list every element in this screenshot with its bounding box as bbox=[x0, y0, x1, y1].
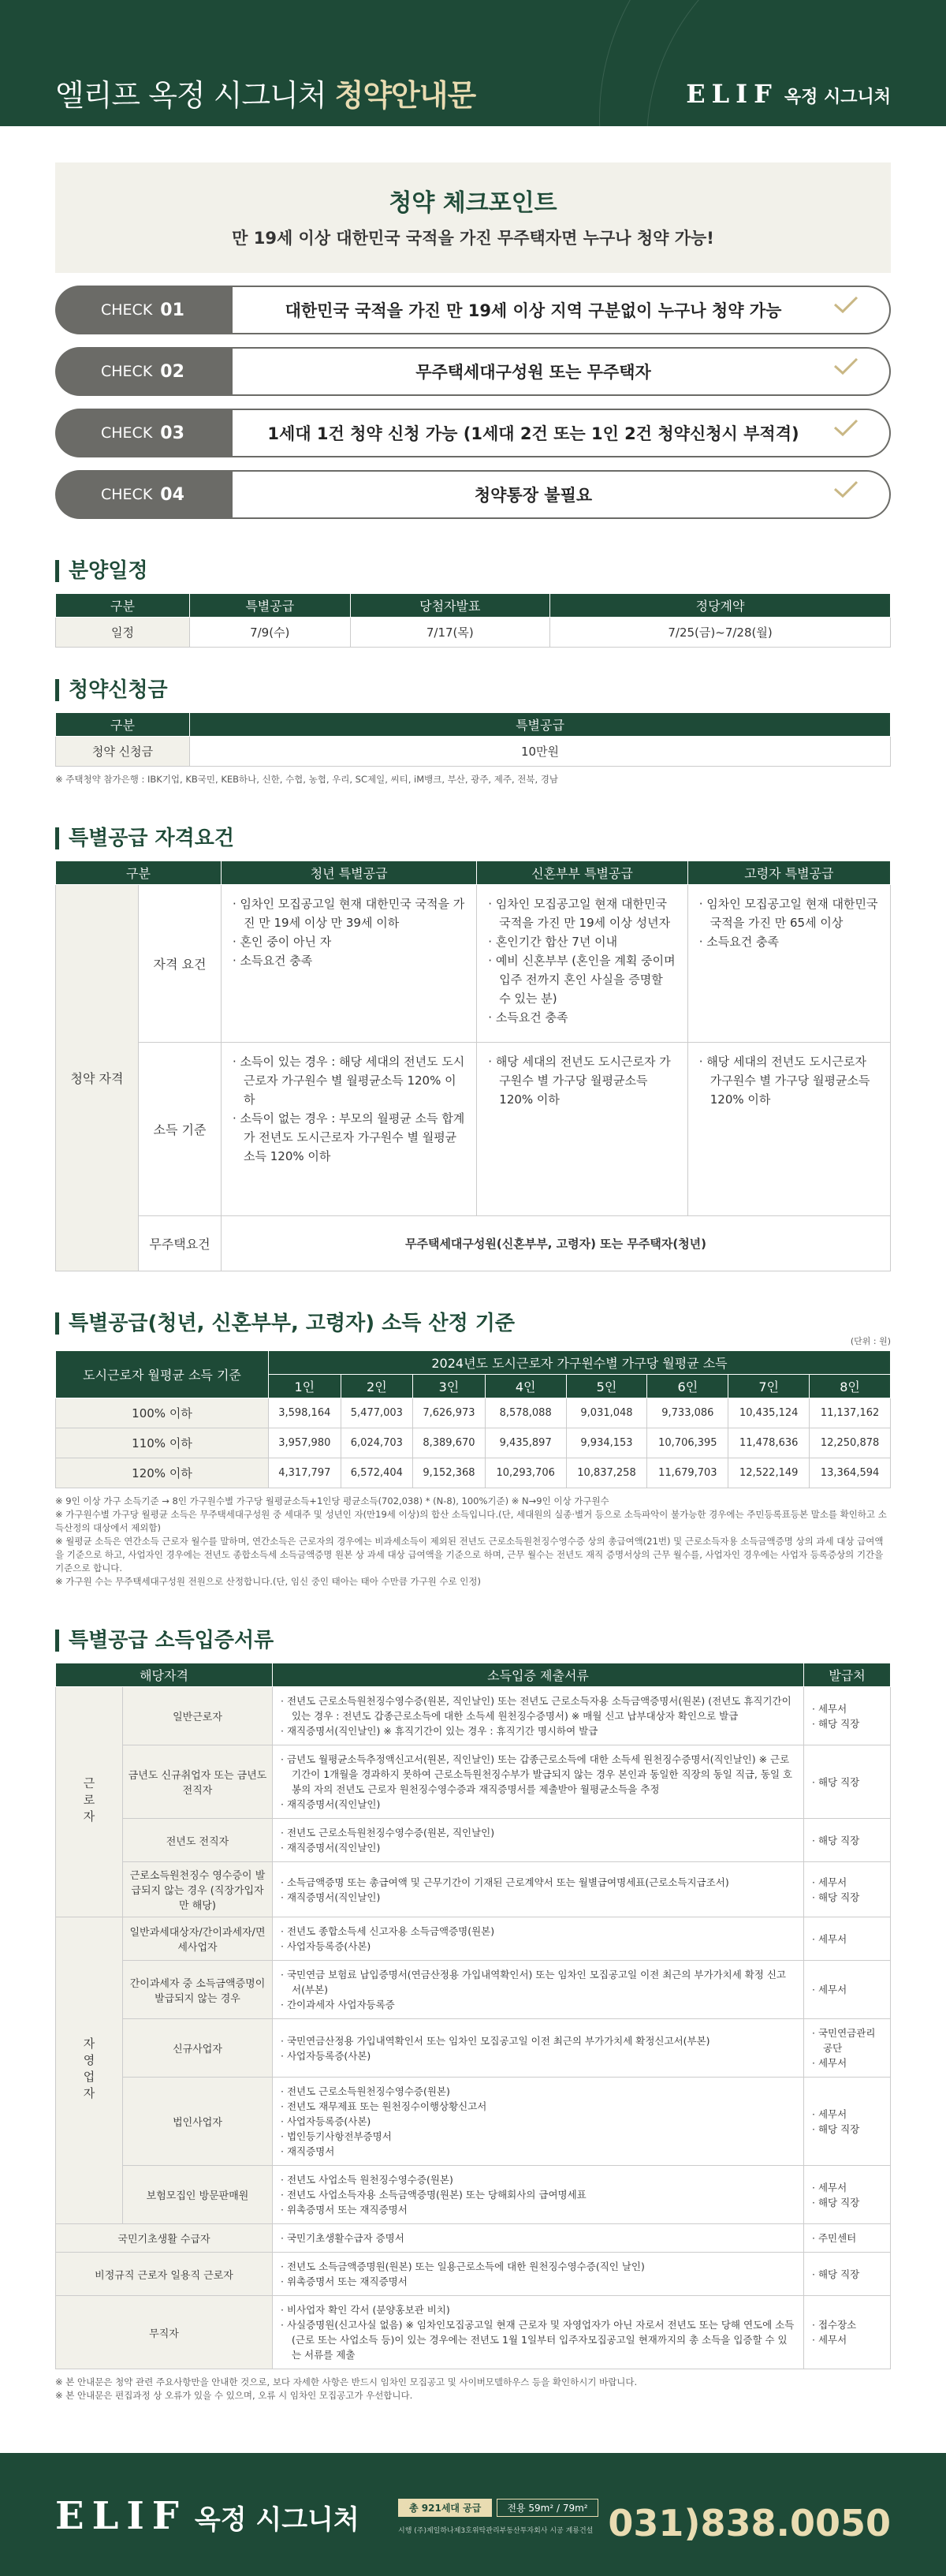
section-title: 특별공급 자격요건 bbox=[55, 827, 891, 849]
check-label: CHECK 02 bbox=[55, 347, 233, 396]
section-title: 분양일정 bbox=[55, 560, 891, 582]
table-row bbox=[56, 1428, 891, 1458]
col-header: 도시근로자 월평균 소득 기준 bbox=[56, 1351, 269, 1398]
check-label: CHECK 03 bbox=[55, 409, 233, 457]
table-row bbox=[56, 1458, 891, 1488]
row-label: 무직자 bbox=[56, 2296, 273, 2369]
issuer-cell bbox=[804, 2166, 891, 2224]
table-cell: 10만원 bbox=[190, 737, 891, 767]
row-label: 청약 신청금 bbox=[56, 737, 190, 767]
list-item: · 임차인 모집공고일 현재 대한민국 국적을 가진 만 19세 이상 성년자 bbox=[488, 897, 671, 930]
size-badge: 전용 59m² / 79m² bbox=[497, 2499, 598, 2517]
table-cell: 7,626,973 bbox=[413, 1398, 486, 1428]
list-item: · 위촉증명서 또는 재직증명서 bbox=[281, 2275, 408, 2287]
note-line: ※ 본 안내문은 청약 관련 주요사항만을 안내한 것으로, 보다 자세한 사항은 반드시 임차인 모집공고 및 사이버모델하우스 등을 확인하시기 바랍니다. bbox=[55, 2376, 638, 2387]
table-cell: 10,837,258 bbox=[566, 1458, 647, 1488]
phone-number[interactable]: 031)838.0050 bbox=[608, 2502, 891, 2544]
table-cell bbox=[273, 2019, 804, 2078]
table-row bbox=[56, 1917, 891, 1961]
col-header: 소득입증 제출서류 bbox=[273, 1663, 804, 1687]
list-item: · 전년도 근로소득원천징수영수증(원본) bbox=[281, 2085, 450, 2097]
col-header: 특별공급 bbox=[190, 594, 351, 618]
table-cell bbox=[477, 1043, 687, 1216]
brand-logo: ELIF 옥정 시그니처 bbox=[686, 79, 891, 109]
special-table bbox=[55, 861, 891, 1271]
row-label: 신규사업자 bbox=[123, 2019, 273, 2078]
list-item: · 재직증명서(직인날인) bbox=[281, 1798, 381, 1810]
list-item: · 재직증명서(직인날인) bbox=[281, 1842, 381, 1854]
row-label: 120% 이하 bbox=[56, 1458, 269, 1488]
list-item: · 소득요건 충족 bbox=[698, 935, 780, 949]
col-header: 청년 특별공급 bbox=[222, 861, 477, 885]
unit-label: (단위 : 원) bbox=[850, 1336, 891, 1346]
table-row bbox=[56, 1687, 891, 1745]
list-item: · 전년도 사업소득 원천징수영수증(원본) bbox=[281, 2174, 453, 2186]
table-cell bbox=[222, 1043, 477, 1216]
list-item: · 재직증명서(직인날인) ※ 휴직기간이 있는 경우 : 휴직기간 명시하여 발급 bbox=[281, 1725, 598, 1737]
list-item: · 세무서 bbox=[812, 2107, 847, 2120]
table-row bbox=[56, 1862, 891, 1917]
list-item: · 비사업자 확인 각서 (분양홍보관 비치) bbox=[281, 2304, 450, 2316]
issuer-cell bbox=[804, 2224, 891, 2253]
row-label: 국민기초생활 수급자 bbox=[56, 2224, 273, 2253]
table-cell bbox=[273, 1745, 804, 1819]
issuer-cell bbox=[804, 2296, 891, 2369]
table-row bbox=[56, 1819, 891, 1862]
check-text: 무주택세대구성원 또는 무주택자 bbox=[233, 347, 891, 396]
list-item: · 간이과세자 사업자등록증 bbox=[281, 1999, 395, 2010]
list-item: · 사업자등록증(사본) bbox=[281, 1940, 371, 1952]
table-cell: 12,522,149 bbox=[728, 1458, 810, 1488]
col-header: 해당자격 bbox=[56, 1663, 273, 1687]
col-header: 구분 bbox=[56, 713, 190, 737]
list-item: · 임차인 모집공고일 현재 대한민국 국적을 가진 만 19세 이상 만 39세 이하 bbox=[233, 897, 465, 930]
list-item: · 해당 직장 bbox=[812, 2122, 860, 2135]
check-mark-icon bbox=[832, 295, 859, 314]
col-header: 구분 bbox=[56, 861, 222, 885]
col-header: 신혼부부 특별공급 bbox=[477, 861, 687, 885]
col-header: 고령자 특별공급 bbox=[687, 861, 890, 885]
table-cell bbox=[273, 2296, 804, 2369]
col-header: 7인 bbox=[728, 1375, 810, 1398]
list-item: · 전년도 소득금액증명원(원본) 또는 일용근로소득에 대한 원천징수영수증(직인 날인) bbox=[281, 2261, 645, 2272]
check-item bbox=[55, 409, 891, 457]
income-table bbox=[55, 1350, 891, 1488]
col-header: 구분 bbox=[56, 594, 190, 618]
table-cell bbox=[273, 1862, 804, 1917]
list-item: · 해당 세대의 전년도 도시근로자 가구원수 별 가구당 월평균소득 120% 이하 bbox=[488, 1055, 671, 1107]
checkpoint-subtitle: 만 19세 이상 대한민국 국적을 가진 무주택자면 누구나 청약 가능! bbox=[232, 229, 714, 248]
list-item: · 해당 직장 bbox=[812, 1775, 860, 1788]
col-header: 4인 bbox=[485, 1375, 566, 1398]
table-cell: 7/17(목) bbox=[350, 618, 550, 648]
issuer-cell bbox=[804, 1961, 891, 2019]
row-label: 일반과세대상자/간이과세자/면세사업자 bbox=[123, 1917, 273, 1961]
table-cell: 3,598,164 bbox=[269, 1398, 341, 1428]
schedule-table bbox=[55, 593, 891, 648]
table-cell: 6,024,703 bbox=[341, 1428, 413, 1458]
check-item bbox=[55, 286, 891, 334]
list-item: · 위촉증명서 또는 재직증명서 bbox=[281, 2204, 408, 2216]
row-group-label: 자영업자 bbox=[56, 1917, 123, 2224]
note-line: ※ 본 안내문은 편집과정 상 오류가 있을 수 있으며, 오류 시 임차인 모집공고가 우선합니다. bbox=[55, 2390, 413, 2401]
issuer-cell bbox=[804, 2253, 891, 2296]
list-item: · 금년도 월평균소득추정액신고서(원본, 직인날인) 또는 갑종근로소득에 대한 소득세 원천징수증명서(직인날인) ※ 근로기간이 1개월을 경과하지 못하여 근로소득원천징수부가 발급되지 않는 경우 본인과 동일한 직장의 동일 직급, 동일 호봉의 자의 전년도 근로자 원천징수영수증과 재직증명서를 제출받아 월평균소득을 추정 bbox=[281, 1753, 793, 1795]
col-header: 3인 bbox=[413, 1375, 486, 1398]
table-cell bbox=[273, 1917, 804, 1961]
page-title: 엘리프 옥정 시그니처 청약안내문 bbox=[55, 78, 476, 113]
col-header: 정당계약 bbox=[550, 594, 891, 618]
table-row bbox=[56, 2224, 891, 2253]
table-cell: 8,389,670 bbox=[413, 1428, 486, 1458]
list-item: · 소득이 없는 경우 : 부모의 월평균 소득 합계가 전년도 도시근로자 가구원수 별 월평균소득 120% 이하 bbox=[233, 1111, 465, 1163]
list-item: · 사실증명원(신고사실 없음) ※ 임차인모집공고일 현재 근로자 및 자영업자가 아닌 자로서 전년도 또는 당해 연도에 소득 (근로 또는 사업소득 등)이 있는 경우에는 전년도 1월 1일부터 입주자모집공고일 현재까지의 총 소득을 입증할 수 있는 서류를 제출 bbox=[281, 2319, 795, 2361]
list-item: · 사업자등록증(사본) bbox=[281, 2115, 371, 2127]
list-item: · 해당 직장 bbox=[812, 1834, 860, 1846]
row-label: 전년도 전직자 bbox=[123, 1819, 273, 1862]
row-label: 보험모집인 방문판매원 bbox=[123, 2166, 273, 2224]
table-cell bbox=[222, 885, 477, 1043]
list-item: · 사업자등록증(사본) bbox=[281, 2049, 371, 2062]
list-item: · 재직증명서(직인날인) bbox=[281, 1891, 381, 1903]
list-item: · 세무서 bbox=[812, 2334, 847, 2346]
list-item: · 소득요건 충족 bbox=[488, 1010, 568, 1025]
list-item: · 전년도 근로소득원천징수영수증(원본, 직인날인) 또는 전년도 근로소득자용 소득금액증명서(원본) (전년도 휴직기간이 있는 경우 : 전년도 갑종근로소득에 대한 소득세 원천징수증명서) ※ 매월 신고 납부대상자 확인으로 발급 bbox=[281, 1695, 791, 1722]
check-list bbox=[55, 286, 891, 519]
list-item: · 국민연금관리공단 bbox=[812, 2027, 876, 2054]
table-cell: 10,435,124 bbox=[728, 1398, 810, 1428]
note-line: ※ 가구원 수는 무주택세대구성원 전원으로 산정합니다.(단, 임신 중인 태아는 태아 수만큼 가구원 수로 인정) bbox=[55, 1576, 482, 1587]
issuer-cell bbox=[804, 1862, 891, 1917]
list-item: · 세무서 bbox=[812, 2181, 847, 2193]
list-item: · 전년도 종합소득세 신고자용 소득금액증명(원본) bbox=[281, 1925, 495, 1937]
table-cell bbox=[273, 2253, 804, 2296]
table-cell: 12,250,878 bbox=[810, 1428, 891, 1458]
deposit-table bbox=[55, 712, 891, 767]
note-line: ※ 9인 이상 가구 소득기준 → 8인 가구원수별 가구당 월평균소득+1인당 평균소득(702,038) * (N-8), 100%기준) ※ N→9인 이상 가구원수 bbox=[55, 1495, 609, 1506]
list-item: · 재직증명서 bbox=[281, 2145, 335, 2157]
row-label: 일정 bbox=[56, 618, 190, 648]
checkpoint-box bbox=[55, 162, 891, 273]
special-section bbox=[55, 827, 891, 1271]
table-cell: 9,152,368 bbox=[413, 1458, 486, 1488]
table-cell: 9,934,153 bbox=[566, 1428, 647, 1458]
list-item: · 국민연금 보험료 납입증명서(연금산정용 가입내역확인서) 또는 임차인 모집공고일 이전 최근의 부가가치세 확정 신고서(부본) bbox=[281, 1969, 787, 1995]
list-item: · 해당 직장 bbox=[812, 2268, 860, 2280]
row-label: 금년도 신규취업자 또는 금년도 전직자 bbox=[123, 1745, 273, 1819]
schedule-section bbox=[55, 560, 891, 648]
deposit-section bbox=[55, 679, 891, 786]
col-header: 당첨자발표 bbox=[350, 594, 550, 618]
docs-section bbox=[55, 1630, 891, 2402]
table-row bbox=[56, 2253, 891, 2296]
table-cell: 11,478,636 bbox=[728, 1428, 810, 1458]
list-item: · 해당 직장 bbox=[812, 2196, 860, 2208]
row-label: 자격 요건 bbox=[139, 885, 222, 1043]
table-row bbox=[56, 2166, 891, 2224]
col-header: 5인 bbox=[566, 1375, 647, 1398]
check-label: CHECK 04 bbox=[55, 470, 233, 519]
col-header: 6인 bbox=[647, 1375, 728, 1398]
list-item: · 소득이 있는 경우 : 해당 세대의 전년도 도시근로자 가구원수 별 월평균소득 120% 이하 bbox=[233, 1055, 465, 1107]
row-label: 일반근로자 bbox=[123, 1687, 273, 1745]
list-item: · 주민센터 bbox=[812, 2232, 857, 2244]
table-cell bbox=[687, 1043, 890, 1216]
table-cell: 6,572,404 bbox=[341, 1458, 413, 1488]
list-item: · 전년도 근로소득원천징수영수증(원본, 직인날인) bbox=[281, 1827, 495, 1839]
list-item: · 소득요건 충족 bbox=[233, 954, 313, 968]
col-header: 1인 bbox=[269, 1375, 341, 1398]
row-label: 근로소득원천징수 영수증이 발급되지 않는 경우 (직장가입자만 해당) bbox=[123, 1862, 273, 1917]
issuer-cell bbox=[804, 1687, 891, 1745]
check-label: CHECK 01 bbox=[55, 286, 233, 334]
income-notes bbox=[55, 1495, 891, 1589]
col-header: 2024년도 도시근로자 가구원수별 가구당 월평균 소득 bbox=[269, 1351, 891, 1375]
list-item: · 접수장소 bbox=[812, 2319, 857, 2331]
list-item: · 세무서 bbox=[812, 1876, 847, 1888]
table-cell: 9,435,897 bbox=[485, 1428, 566, 1458]
list-item: · 세무서 bbox=[812, 1702, 847, 1715]
note-line: ※ 월평균 소득은 연간소득 근로자 월수를 말하며, 연간소득은 근로자의 경우에는 비과세소득이 제외된 전년도 근로소득원천징수영수증 상의 총급여액(21번) 및 근로소득자용 소득금액증명 상의 과세 대상 급여액을 기준으로 하고, 사업자인 경우에는 전년도 종합소득세 소득금액증명 원본 상 과세 대상 급여액을 기준으로 하며, 근무 월수는 전년도 재직 증명서상의 근무 월수를, 사업자인 경우에는 사업자 등록증상의 기간을 기준으로 합니다. bbox=[55, 1536, 884, 1574]
footer-info bbox=[398, 2499, 598, 2535]
list-item: · 국민기초생활수급자 증명서 bbox=[281, 2232, 404, 2244]
income-section bbox=[55, 1312, 891, 1589]
page-header bbox=[0, 0, 946, 126]
section-title: 특별공급 소득입증서류 bbox=[55, 1630, 891, 1652]
list-item: · 국민연금산정용 가입내역확인서 또는 임차인 모집공고일 이전 최근의 부가가치세 확정신고서(부본) bbox=[281, 2034, 710, 2047]
checkpoint-title: 청약 체크포인트 bbox=[389, 189, 557, 217]
list-item: · 예비 신혼부부 (혼인을 계획 중이며 입주 전까지 혼인 사실을 증명할 수 있는 분) bbox=[488, 954, 676, 1006]
col-header: 발급처 bbox=[804, 1663, 891, 1687]
table-cell bbox=[273, 2166, 804, 2224]
table-row bbox=[56, 2296, 891, 2369]
list-item: · 세무서 bbox=[812, 1984, 847, 1995]
list-item: · 혼인 중이 아닌 자 bbox=[233, 935, 332, 949]
col-header: 8인 bbox=[810, 1375, 891, 1398]
check-item bbox=[55, 470, 891, 519]
section-title: 특별공급(청년, 신혼부부, 고령자) 소득 산정 기준 bbox=[55, 1312, 891, 1335]
table-cell: 9,733,086 bbox=[647, 1398, 728, 1428]
check-text: 1세대 1건 청약 신청 가능 (1세대 2건 또는 1인 2건 청약신청시 부적격) bbox=[233, 409, 891, 457]
list-item: · 세무서 bbox=[812, 2057, 847, 2069]
check-mark-icon bbox=[832, 418, 859, 437]
table-cell: 9,031,048 bbox=[566, 1398, 647, 1428]
table-cell bbox=[273, 1687, 804, 1745]
row-label: 110% 이하 bbox=[56, 1428, 269, 1458]
list-item: · 임차인 모집공고일 현재 대한민국 국적을 가진 만 65세 이상 bbox=[698, 897, 878, 930]
table-cell bbox=[687, 885, 890, 1043]
table-cell bbox=[273, 2224, 804, 2253]
row-group-label: 청약 자격 bbox=[56, 885, 139, 1271]
issuer-cell bbox=[804, 1745, 891, 1819]
list-item: · 전년도 재무제표 또는 원천징수이행상황신고서 bbox=[281, 2100, 487, 2112]
col-header: 2인 bbox=[341, 1375, 413, 1398]
table-cell: 3,957,980 bbox=[269, 1428, 341, 1458]
row-group-label: 근로자 bbox=[56, 1687, 123, 1917]
list-item: · 전년도 사업소득자용 소득금액증명(원본) 또는 당해회사의 급여명세표 bbox=[281, 2189, 587, 2201]
list-item: · 해당 직장 bbox=[812, 1717, 860, 1730]
table-cell: 10,293,706 bbox=[485, 1458, 566, 1488]
row-label: 소득 기준 bbox=[139, 1043, 222, 1216]
table-cell: 무주택세대구성원(신혼부부, 고령자) 또는 무주택자(청년) bbox=[222, 1216, 891, 1271]
list-item: · 세무서 bbox=[812, 1932, 847, 1945]
table-cell bbox=[477, 885, 687, 1043]
check-mark-icon bbox=[832, 357, 859, 375]
row-label: 무주택요건 bbox=[139, 1216, 222, 1271]
table-row bbox=[56, 2078, 891, 2166]
table-cell bbox=[273, 1819, 804, 1862]
row-label: 100% 이하 bbox=[56, 1398, 269, 1428]
table-cell bbox=[273, 2078, 804, 2166]
note-line: ※ 가구원수별 가구당 월평균 소득은 무주택세대구성원 중 세대주 및 성년인 자(만19세 이상)의 합산 소득입니다.(단, 세대원의 실종·별거 등으로 소득파악이 불가능한 경우에는 주민등록표등본 말소를 확인하고 소득산정의 대상에서 제외함) bbox=[55, 1509, 887, 1533]
check-text: 대한민국 국적을 가진 만 19세 이상 지역 구분없이 누구나 청약 가능 bbox=[233, 286, 891, 334]
table-cell: 10,706,395 bbox=[647, 1428, 728, 1458]
page-footer bbox=[0, 2453, 946, 2576]
row-label: 간이과세자 중 소득금액증명이 발급되지 않는 경우 bbox=[123, 1961, 273, 2019]
table-cell: 11,137,162 bbox=[810, 1398, 891, 1428]
check-item bbox=[55, 347, 891, 396]
table-row bbox=[56, 1745, 891, 1819]
issuer-cell bbox=[804, 2078, 891, 2166]
list-item: · 법인등기사항전부증명서 bbox=[281, 2130, 392, 2142]
list-item: · 소득금액증명 또는 총급여액 및 근무기간이 기재된 근로계약서 또는 월별급여명세표(근로소득지급조서) bbox=[281, 1876, 729, 1888]
footer-logo: ELIF 옥정 시그니처 bbox=[55, 2494, 359, 2538]
list-item: · 혼인기간 합산 7년 이내 bbox=[488, 935, 618, 949]
table-cell: 4,317,797 bbox=[269, 1458, 341, 1488]
developer-info: 시행 (주)제일하나제3호위탁관리부동산투자회사 시공 계룡건설 bbox=[398, 2527, 594, 2535]
issuer-cell bbox=[804, 2019, 891, 2078]
table-cell bbox=[273, 1961, 804, 2019]
table-cell: 8,578,088 bbox=[485, 1398, 566, 1428]
issuer-cell bbox=[804, 1917, 891, 1961]
table-row bbox=[56, 1961, 891, 2019]
section-title: 청약신청금 bbox=[55, 679, 891, 701]
row-label: 비정규직 근로자 일용직 근로자 bbox=[56, 2253, 273, 2296]
check-text: 청약통장 불필요 bbox=[233, 470, 891, 519]
list-item: · 해당 직장 bbox=[812, 1891, 860, 1903]
table-cell: 11,679,703 bbox=[647, 1458, 728, 1488]
table-row bbox=[56, 2019, 891, 2078]
bank-note: ※ 주택청약 참가은행 : IBK기업, KB국민, KEB하나, 신한, 수협, 농협, 우리, SC제일, 씨티, iM뱅크, 부산, 광주, 제주, 전북, 경남 bbox=[55, 774, 559, 785]
table-cell: 7/9(수) bbox=[190, 618, 351, 648]
row-label: 법인사업자 bbox=[123, 2078, 273, 2166]
issuer-cell bbox=[804, 1819, 891, 1862]
table-cell: 13,364,594 bbox=[810, 1458, 891, 1488]
docs-notes bbox=[55, 2376, 891, 2402]
check-mark-icon bbox=[832, 480, 859, 498]
table-cell: 7/25(금)~7/28(월) bbox=[550, 618, 891, 648]
table-row bbox=[56, 1398, 891, 1428]
table-cell: 5,477,003 bbox=[341, 1398, 413, 1428]
supply-badge: 총 921세대 공급 bbox=[398, 2499, 492, 2517]
docs-table bbox=[55, 1663, 891, 2369]
col-header: 특별공급 bbox=[190, 713, 891, 737]
list-item: · 해당 세대의 전년도 도시근로자 가구원수 별 가구당 월평균소득 120% 이하 bbox=[698, 1055, 870, 1107]
